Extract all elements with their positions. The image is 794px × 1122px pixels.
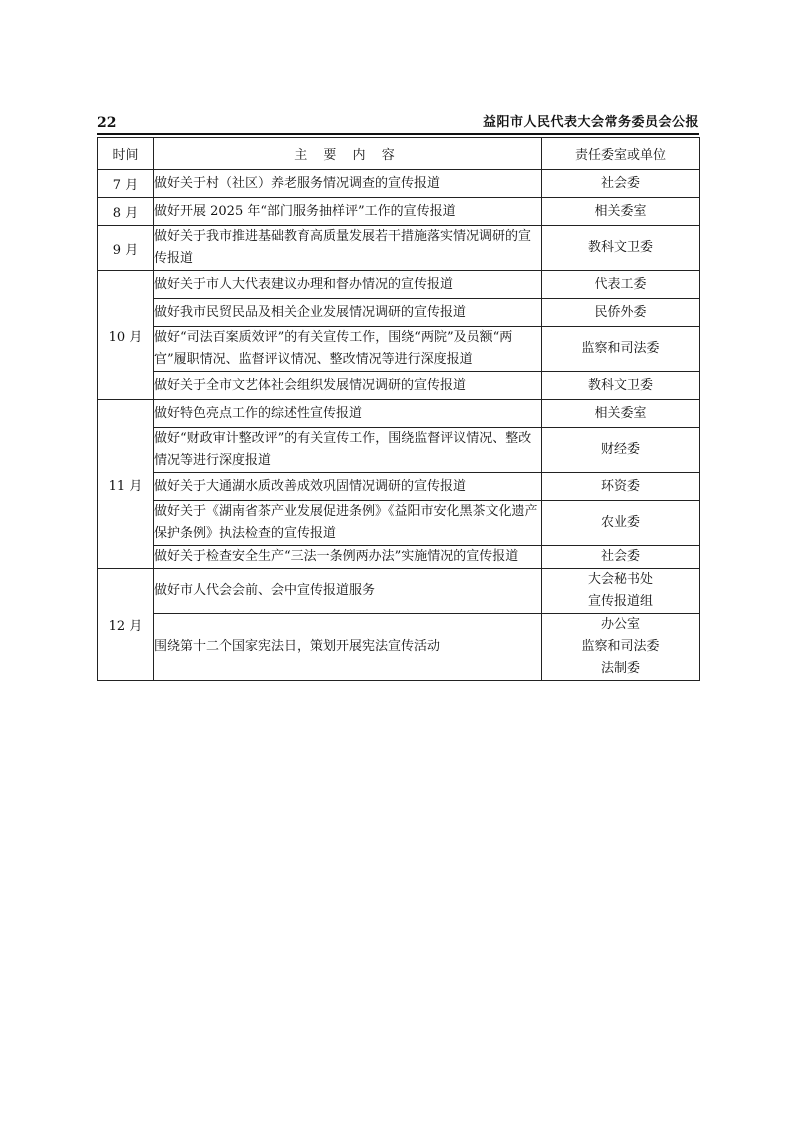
page-number: 22 [97,115,117,131]
table-row [98,546,700,569]
header-unit: 责任委室或单位 [542,138,700,170]
unit-cell: 办公室 监察和司法委 法制委 [542,614,700,681]
month-cell: 8 月 [98,198,154,226]
month-cell: 11 月 [98,400,154,569]
unit-cell: 相关委室 [542,198,700,226]
table-row [98,569,700,614]
content-cell: 做好关于检查安全生产“三法一条例两办法”实施情况的宣传报道 [154,546,542,569]
content-cell: 做好“司法百案质效评”的有关宣传工作，围绕“两院”及员额“两官”履职情况、监督评议情况、整改情况等进行深度报道 [154,327,542,372]
table-row [98,428,700,473]
content-cell: 做好关于《湖南省茶产业发展促进条例》《益阳市安化黑茶文化遗产保护条例》执法检查的宣传报道 [154,501,542,546]
unit-cell: 社会委 [542,546,700,569]
table-row [98,327,700,372]
unit-cell: 监察和司法委 [542,327,700,372]
content-cell: 做好关于我市推进基础教育高质量发展若干措施落实情况调研的宣传报道 [154,226,542,271]
table-row [98,501,700,546]
page-header [97,113,699,133]
table-header-row [98,138,700,170]
header-rule [97,133,699,135]
publication-title: 益阳市人民代表大会常务委员会公报 [482,115,699,130]
unit-cell: 社会委 [542,170,700,198]
unit-cell: 教科文卫委 [542,226,700,271]
table-row [98,170,700,198]
content-cell: 做好“财政审计整改评”的有关宣传工作，围绕监督评议情况、整改情况等进行深度报道 [154,428,542,473]
header-content: 主 要 内 容 [154,138,542,170]
table-row [98,198,700,226]
content-cell: 做好开展 2025 年“部门服务抽样评”工作的宣传报道 [154,198,542,226]
content-cell: 围绕第十二个国家宪法日，策划开展宪法宣传活动 [154,614,542,681]
table-row [98,614,700,681]
table-row [98,271,700,299]
schedule-table [97,137,700,681]
unit-cell: 教科文卫委 [542,372,700,400]
content-cell: 做好特色亮点工作的综述性宣传报道 [154,400,542,428]
table-row [98,400,700,428]
unit-cell: 农业委 [542,501,700,546]
month-cell: 12 月 [98,569,154,681]
unit-cell: 大会秘书处 宣传报道组 [542,569,700,614]
month-cell: 9 月 [98,226,154,271]
header-time: 时间 [98,138,154,170]
content-cell: 做好关于全市文艺体社会组织发展情况调研的宣传报道 [154,372,542,400]
table-row [98,473,700,501]
table-row [98,299,700,327]
month-cell: 10 月 [98,271,154,400]
table-row [98,372,700,400]
unit-cell: 财经委 [542,428,700,473]
content-cell: 做好关于市人大代表建议办理和督办情况的宣传报道 [154,271,542,299]
table-row [98,226,700,271]
unit-cell: 相关委室 [542,400,700,428]
content-cell: 做好关于村（社区）养老服务情况调查的宣传报道 [154,170,542,198]
month-cell: 7 月 [98,170,154,198]
unit-cell: 代表工委 [542,271,700,299]
content-cell: 做好市人代会会前、会中宣传报道服务 [154,569,542,614]
unit-cell: 环资委 [542,473,700,501]
content-cell: 做好我市民贸民品及相关企业发展情况调研的宣传报道 [154,299,542,327]
content-cell: 做好关于大通湖水质改善成效巩固情况调研的宣传报道 [154,473,542,501]
unit-cell: 民侨外委 [542,299,700,327]
